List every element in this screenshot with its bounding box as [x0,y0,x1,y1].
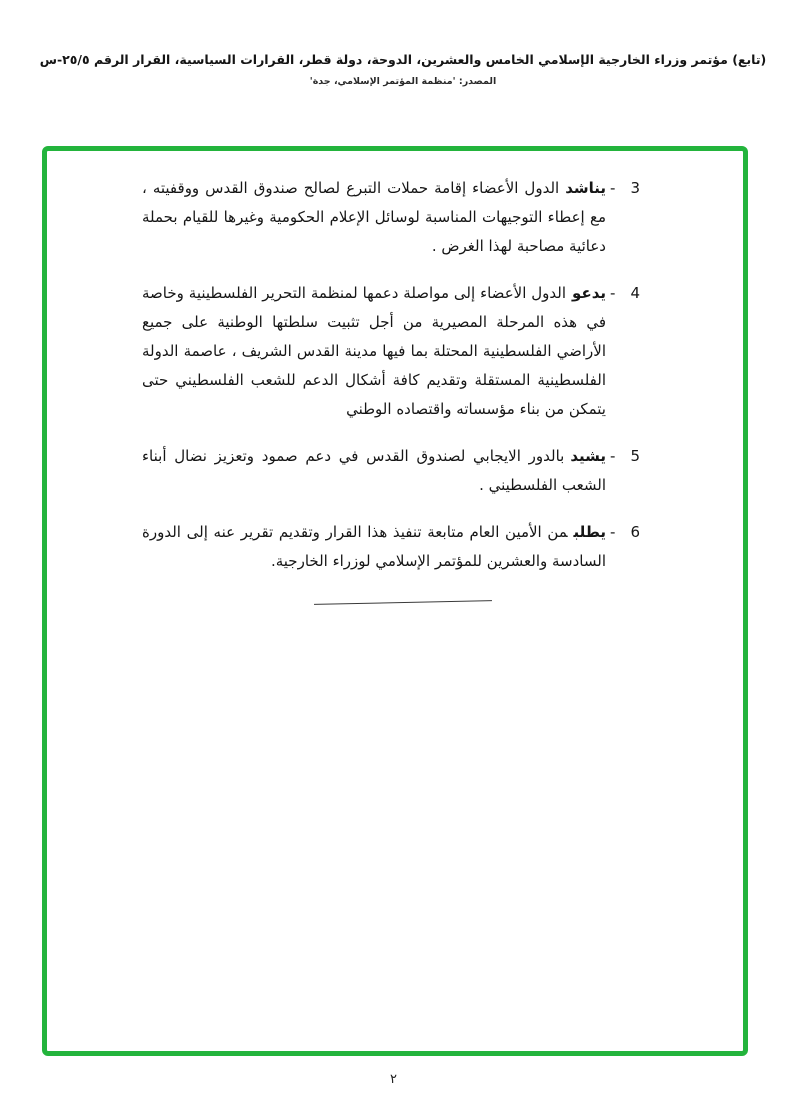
item-number: 4 [630,284,640,302]
source-line: المصدر: 'منظمة المؤتمر الإسلامي، جدة' [309,76,497,87]
separator-line [314,600,492,605]
item-text: الدول الأعضاء إقامة حملات التبرع لصالح صندوق القدس ووقفيته ، مع إعطاء التوجيهات المناسبة لوسائل الإعلام الحكومية وغيرها للقيام بحملة دعائية مصاحبة لهذا الغرض . [142,179,606,255]
page-number: ٢ [390,1072,397,1087]
item-text: من الأمين العام متابعة تنفيذ هذا القرار وتقديم تقرير عنه إلى الدورة السادسة والعشرين للمؤتمر الإسلامي لوزراء الخارجية. [142,523,606,570]
resolution-body [142,174,640,603]
resolution-item [142,518,640,576]
item-number: 3 [630,179,640,197]
item-dash: - [610,523,616,541]
item-dash: - [610,179,616,197]
item-text: الدول الأعضاء إلى مواصلة دعمها لمنظمة التحرير الفلسطينية وخاصة في هذه المرحلة المصيرية من أجل تثبيت سلطتها الوطنية على جميع الأراضي الفلسطينية المحتلة بما فيها مدينة القدس الشريف ، عاصمة الدولة الفلسطينية المستقلة وتقديم كافة أشكال الدعم للشعب الفلسطيني حتى يتمكن من بناء مؤسساته واقتصاده الوطني [142,284,606,418]
resolution-item [142,442,640,500]
item-dash: - [610,447,616,465]
item-paragraph [142,279,606,424]
item-number-cell [606,279,640,424]
item-number: 6 [630,523,640,541]
item-number-cell [606,442,640,500]
item-paragraph [142,174,606,261]
item-number-cell [606,174,640,261]
item-lead-word: يشيد [570,447,606,465]
item-lead-word: يناشد [565,179,606,197]
item-number: 5 [630,447,640,465]
resolution-item [142,174,640,261]
item-lead-word: يطلب [573,523,606,541]
resolution-item [142,279,640,424]
item-paragraph [142,518,606,576]
item-paragraph [142,442,606,500]
item-dash: - [610,284,616,302]
item-lead-word: يدعو [572,284,606,302]
doc-header: (تابع) مؤتمر وزراء الخارجية الإسلامي الخامس والعشرين، الدوحة، دولة قطر، القرارات السياسية، القرار الرقم ٢٥/٥-س [39,52,767,67]
item-text: بالدور الايجابي لصندوق القدس في دعم صمود وتعزيز نضال أبناء الشعب الفلسطيني . [142,447,606,494]
item-number-cell [606,518,640,576]
